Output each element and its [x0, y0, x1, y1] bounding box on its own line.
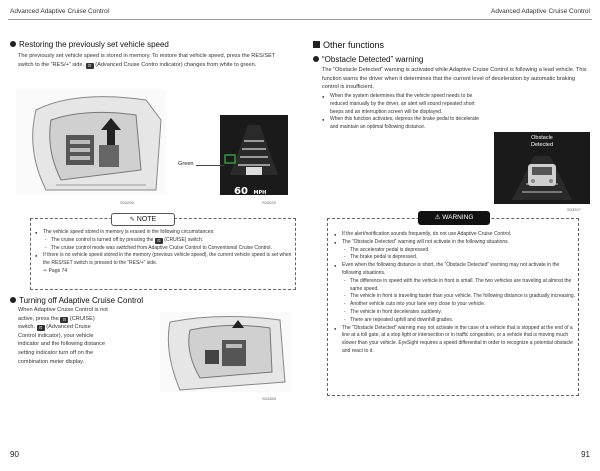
- note-list: [35, 229, 293, 276]
- green-label: Green: [178, 161, 194, 167]
- page-number-left: 90: [10, 450, 19, 459]
- bullet-icon: [313, 56, 319, 62]
- note-icon: ✎: [129, 217, 135, 223]
- note-box: [30, 218, 296, 290]
- list-item: - The cruise control mode was switched from Adaptive Cruise Control to Conventional Cruise Control.: [43, 245, 293, 253]
- vehicle-ahead-icon: [508, 152, 576, 202]
- list-item: - The brake pedal is depressed.: [342, 254, 576, 262]
- square-bullet-icon: [313, 41, 320, 48]
- warning-box: [327, 214, 579, 396]
- list-item: ● If there is no vehicle speed stored in the memory (previous vehicle speed), the current vehicle speed is set when the RES/SET switch is pressed to the “RES/+” side. ⇨ Page 74: [35, 252, 293, 275]
- page-reference[interactable]: ⇨ Page 74: [43, 267, 68, 274]
- warning-triangle-icon: ⚠: [434, 214, 441, 221]
- warning-title: ⚠ WARNING: [418, 211, 490, 225]
- warning-list: [334, 231, 576, 356]
- meter-display: [220, 115, 288, 195]
- obstacle-screen: [494, 132, 590, 204]
- green-leader-line: [196, 165, 224, 166]
- speed-readout: 60 MPH: [234, 186, 267, 197]
- caption-1: S03295: [120, 200, 134, 205]
- header-left: Advanced Adaptive Cruise Control: [10, 8, 110, 15]
- list-item: ● When this function activates, depress the brake pedal to decelerate and maintain an optimal following distance.: [322, 116, 484, 132]
- obstacle-subtitle: “Obstacle Detected” warning: [313, 55, 423, 64]
- list-item: ● The “Obstacle Detected” warning will not activate in the following situations. - The accelerator pedal is depressed. - The brake pedal is depressed.: [334, 239, 576, 262]
- section-title: Other functions: [313, 40, 384, 50]
- list-item: - There are repeated uphill and downhill grades.: [342, 317, 576, 325]
- note-title: ✎ NOTE: [111, 213, 175, 226]
- cruise-switch-icon: ⊡: [60, 317, 68, 323]
- restore-paragraph: The previously set vehicle speed is stored in memory. To restore that vehicle speed, press the RES/SET switch to the “RES/+” side. ⊡ (Advanced Cruise Contro indicator) changes from white to green.: [18, 53, 276, 68]
- list-item: - The cruise control is turned off by pressing the ⊡ (CRUISE) switch.: [43, 237, 293, 245]
- bullet-icon: [10, 41, 16, 47]
- cruise-indicator-icon: ⊡: [86, 63, 94, 69]
- caption-3: S03383: [262, 396, 276, 401]
- page-number-right: 91: [581, 450, 590, 459]
- header-rule: [8, 19, 592, 20]
- list-item: - The accelerator pedal is depressed.: [342, 247, 576, 255]
- obstacle-screen-text: Obstacle Detected: [530, 135, 553, 148]
- list-item: ● If the alert/notification sounds frequently, do not use Adaptive Cruise Control.: [334, 231, 576, 239]
- list-item: - Another vehicle cuts into your lane very close to your vehicle.: [342, 301, 576, 309]
- steering-wheel-icon: [16, 90, 166, 194]
- caption-2: S03029: [262, 200, 276, 205]
- list-item: - The vehicle in front is traveling faster than your vehicle. The following distance is gradually increasing.: [342, 293, 576, 301]
- steering-switch-illustration-2: [160, 312, 290, 392]
- list-item: ● Even when the following distance is short, the “Obstacle Detected” warning may not activate in the following situations. - The difference in speed with the vehicle in front is small. The two vehicles are traveling at almost the same speed. - The vehicle in front is traveling faster than your vehicle. The following distance is gradually increasing. - Another vehicle cuts into your lane very close to your vehicle. - The vehicle in front decelerates suddenly. - There are repeated uphill and downhill grades.: [334, 262, 576, 324]
- header-right: Advanced Adaptive Cruise Control: [490, 8, 590, 15]
- turnoff-title: Turning off Adaptive Cruise Control: [10, 296, 143, 305]
- list-item: - The difference in speed with the vehicle in front is small. The two vehicles are traveling at almost the same speed.: [342, 278, 576, 294]
- turnoff-paragraph: When Adaptive Cruise Control is not active, press the ⊡ (CRUISE) switch. ⊡ (Advanced Cruise Control indicator), your vehicle indicator and the following distance setting indicator turn off on the combination meter display.: [18, 307, 108, 365]
- steering-switch-illustration: [16, 90, 166, 194]
- list-item: ● The vehicle speed stored in memory is erased in the following circumstances: - The cruise control is turned off by pressing the ⊡ (CRUISE) switch. - The cruise control mode was switched from Adaptive Cruise Control to Conventional Cruise Control.: [35, 229, 293, 252]
- obstacle-paragraph: The “Obstacle Detected” warning is activated while Adaptive Cruise Control is following a lead vehicle. This function warns the driver when it determines that the current level of deceleration by automatic braking control is insufficient.: [322, 67, 587, 91]
- list-item: ● When the system determines that the vehicle speed needs to be reduced manually by the driver, an alert will sound repeated short beeps and an interruption screen will be displayed.: [322, 93, 484, 116]
- restore-title: Restoring the previously set vehicle speed: [10, 40, 169, 49]
- bullet-icon: [10, 297, 16, 303]
- obstacle-list: [322, 93, 484, 132]
- list-item: - The vehicle in front decelerates suddenly.: [342, 309, 576, 317]
- cruise-switch-icon: ⊡: [155, 238, 163, 244]
- list-item: ● The “Obstacle Detected” warning may not activate in the case of a vehicle that is stopped at the end of a line at a toll gate, at a stop light or intersection or in traffic congestion, or a vehicle that is moving much slower than your vehicle. EyeSight requires a speed differential in order to recognize a potential obstacle and react to it.: [334, 325, 576, 356]
- cruise-indicator-icon: ⊡: [37, 325, 45, 331]
- caption-4: S03207: [567, 207, 581, 212]
- steering-wheel-icon: [160, 312, 290, 392]
